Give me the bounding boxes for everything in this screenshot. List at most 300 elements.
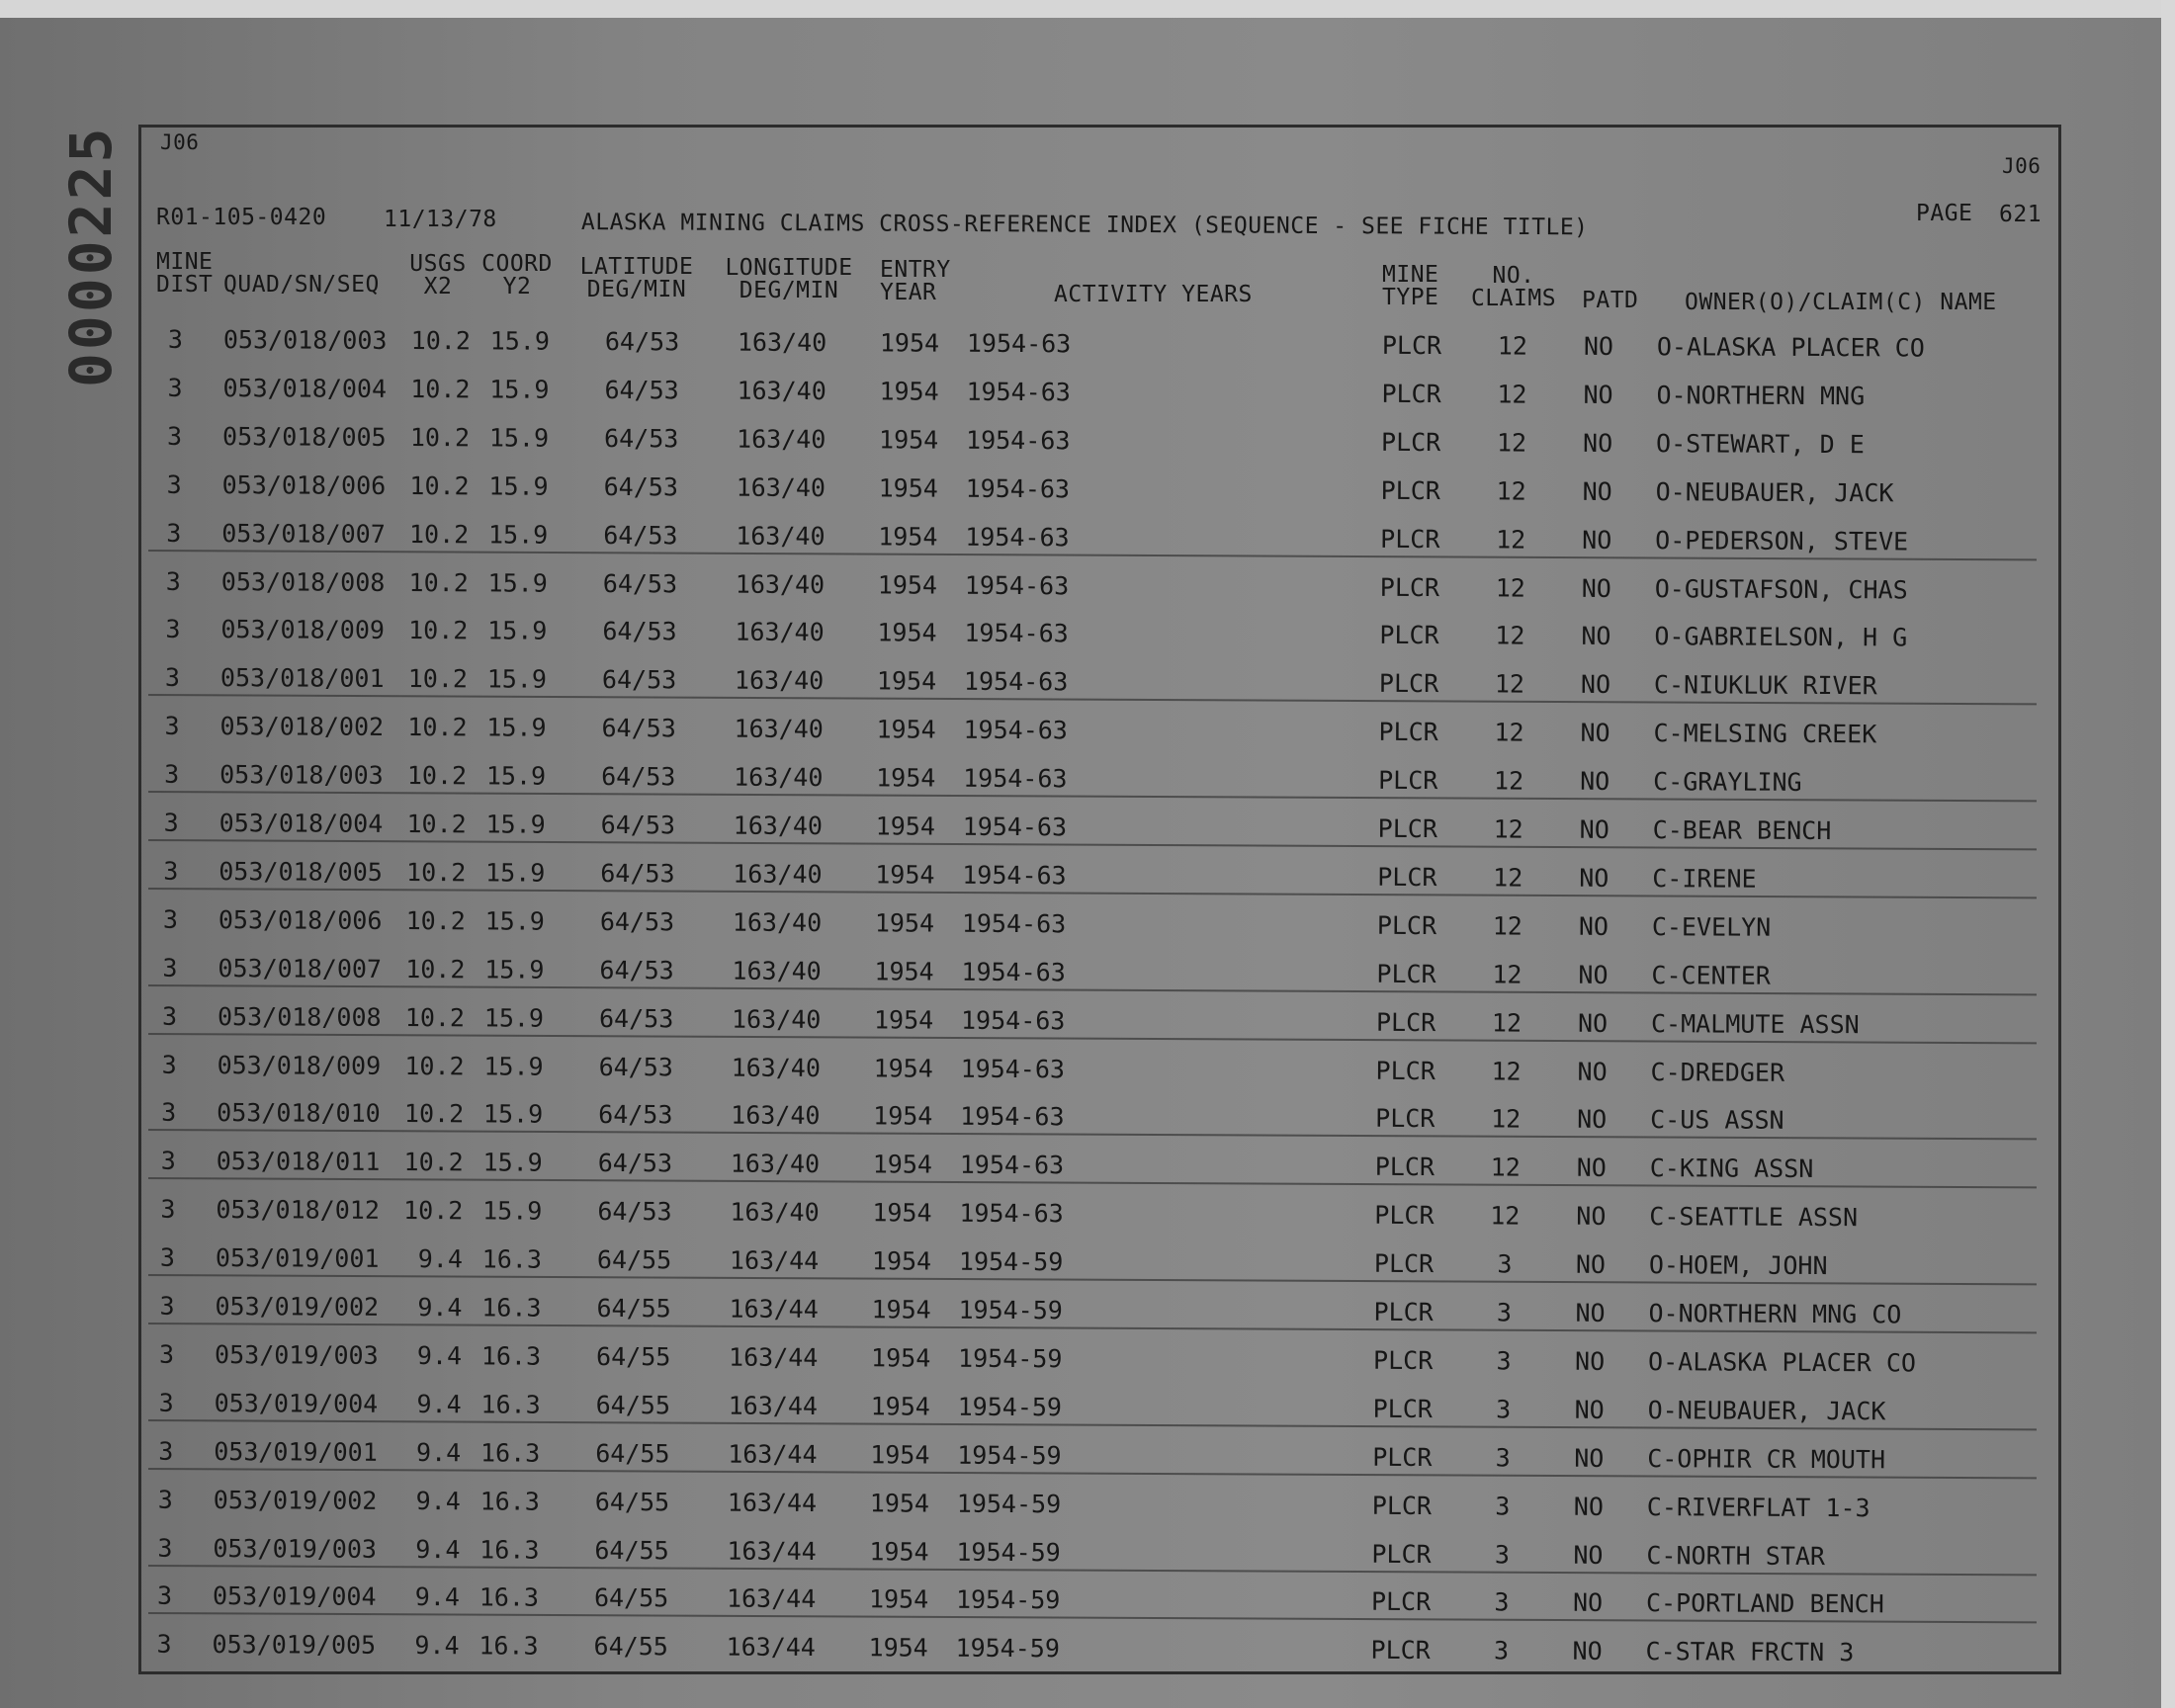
cell-claims: 3 bbox=[1496, 1346, 1512, 1376]
cell-claims: 12 bbox=[1496, 524, 1526, 555]
cell-patd: NO bbox=[1582, 476, 1612, 506]
cell-y2: 16.3 bbox=[478, 1582, 540, 1613]
cell-dist: 3 bbox=[159, 1291, 175, 1321]
cell-activity: 1954-59 bbox=[958, 1343, 1063, 1374]
cell-lon: 163/40 bbox=[730, 1197, 820, 1228]
cell-claims: 12 bbox=[1496, 428, 1527, 458]
cell-y2: 16.3 bbox=[481, 1244, 543, 1274]
cell-y2: 16.3 bbox=[480, 1390, 541, 1419]
page-number: 621 bbox=[1999, 202, 2043, 227]
cell-activity: 1954-59 bbox=[958, 1295, 1063, 1325]
table-row bbox=[0, 1097, 2175, 1148]
table-row bbox=[0, 1146, 2175, 1196]
cell-dist: 3 bbox=[158, 1436, 174, 1466]
cell-x2: 9.4 bbox=[416, 1389, 462, 1419]
cell-x2: 9.4 bbox=[414, 1582, 461, 1612]
cell-quad: 053/018/008 bbox=[217, 1001, 382, 1032]
cell-activity: 1954-59 bbox=[955, 1634, 1061, 1664]
cell-type: PLCR bbox=[1379, 572, 1440, 602]
cell-lat: 64/55 bbox=[596, 1341, 671, 1372]
cell-lon: 163/40 bbox=[733, 811, 824, 841]
cell-patd: NO bbox=[1579, 814, 1610, 844]
cell-dist: 3 bbox=[164, 759, 180, 789]
cell-claims: 12 bbox=[1491, 1056, 1522, 1086]
cell-patd: NO bbox=[1581, 573, 1611, 603]
cell-x2: 10.2 bbox=[408, 567, 469, 597]
cell-type: PLCR bbox=[1375, 1104, 1436, 1134]
cell-claims: 3 bbox=[1496, 1395, 1512, 1424]
cell-dist: 3 bbox=[157, 1533, 173, 1563]
cell-name: O-STEWART, D E bbox=[1655, 428, 1865, 460]
cell-y2: 15.9 bbox=[486, 664, 548, 694]
cell-patd: NO bbox=[1573, 1540, 1604, 1570]
cell-lat: 64/53 bbox=[601, 762, 676, 792]
cell-type: PLCR bbox=[1370, 1587, 1432, 1617]
cell-name: C-DREDGER bbox=[1650, 1057, 1785, 1087]
cell-quad: 053/019/005 bbox=[212, 1630, 377, 1661]
cell-claims: 3 bbox=[1497, 1249, 1513, 1279]
cell-claims: 12 bbox=[1491, 1104, 1522, 1134]
cell-claims: 3 bbox=[1493, 1636, 1510, 1665]
cell-activity: 1954-59 bbox=[956, 1489, 1062, 1518]
cell-dist: 3 bbox=[167, 373, 183, 402]
cell-name: O-NORTHERN MNG bbox=[1656, 381, 1866, 411]
cell-claims: 3 bbox=[1494, 1539, 1511, 1569]
cell-lat: 64/53 bbox=[602, 617, 677, 646]
cell-lon: 163/40 bbox=[734, 714, 824, 744]
cell-patd: NO bbox=[1574, 1443, 1605, 1473]
cell-entry: 1954 bbox=[875, 811, 936, 841]
cell-entry: 1954 bbox=[868, 1633, 928, 1663]
cell-patd: NO bbox=[1575, 1346, 1606, 1376]
col-header-mine-type: MINE TYPE bbox=[1382, 262, 1439, 310]
cell-activity: 1954-63 bbox=[962, 811, 1068, 842]
cell-lat: 64/55 bbox=[596, 1245, 672, 1275]
cell-lon: 163/40 bbox=[731, 1004, 822, 1034]
cell-name: C-MELSING CREEK bbox=[1653, 719, 1877, 749]
cell-name: C-STAR FRCTN 3 bbox=[1645, 1637, 1855, 1667]
cell-activity: 1954-63 bbox=[960, 1102, 1065, 1132]
cell-lon: 163/40 bbox=[737, 424, 826, 454]
cell-y2: 15.9 bbox=[489, 326, 550, 356]
cell-lon: 163/40 bbox=[736, 472, 826, 502]
cell-activity: 1954-63 bbox=[961, 908, 1067, 939]
cell-activity: 1954-59 bbox=[958, 1246, 1064, 1277]
col-header-no-claims: NO. CLAIMS bbox=[1470, 263, 1557, 311]
cell-claims: 12 bbox=[1497, 380, 1527, 409]
cell-dist: 3 bbox=[156, 1630, 172, 1660]
cell-dist: 3 bbox=[156, 1581, 173, 1611]
cell-lat: 64/53 bbox=[602, 568, 678, 598]
cell-lon: 163/44 bbox=[729, 1245, 820, 1276]
cell-lon: 163/40 bbox=[735, 618, 825, 647]
cell-lon: 163/40 bbox=[736, 521, 826, 551]
cell-lon: 163/40 bbox=[737, 376, 826, 405]
cell-quad: 053/018/011 bbox=[216, 1147, 381, 1177]
cell-quad: 053/018/004 bbox=[222, 373, 388, 403]
cell-entry: 1954 bbox=[879, 425, 939, 455]
cell-y2: 15.9 bbox=[485, 761, 547, 791]
cell-lat: 64/53 bbox=[599, 906, 675, 937]
cell-claims: 12 bbox=[1492, 911, 1522, 941]
cell-type: PLCR bbox=[1374, 1200, 1435, 1231]
cell-claims: 12 bbox=[1493, 766, 1524, 796]
table-row bbox=[0, 1339, 2175, 1390]
table-row bbox=[0, 1194, 2175, 1244]
cell-quad: 053/018/004 bbox=[218, 809, 384, 838]
cell-patd: NO bbox=[1577, 1057, 1608, 1086]
cell-claims: 3 bbox=[1495, 1491, 1511, 1521]
cell-name: C-CENTER bbox=[1651, 960, 1771, 990]
cell-x2: 10.2 bbox=[405, 905, 466, 936]
cell-activity: 1954-63 bbox=[966, 377, 1071, 407]
table-row bbox=[0, 1242, 2175, 1293]
cell-quad: 053/018/008 bbox=[220, 566, 386, 597]
cell-y2: 15.9 bbox=[482, 1148, 543, 1177]
cell-entry: 1954 bbox=[879, 377, 939, 406]
cell-type: PLCR bbox=[1374, 1153, 1436, 1182]
table-row bbox=[0, 324, 2175, 375]
cell-claims: 12 bbox=[1493, 814, 1523, 844]
cell-type: PLCR bbox=[1375, 1056, 1436, 1085]
cell-dist: 3 bbox=[162, 904, 179, 934]
cell-quad: 053/019/002 bbox=[215, 1292, 380, 1322]
cell-claims: 12 bbox=[1490, 1153, 1521, 1182]
cell-type: PLCR bbox=[1376, 910, 1437, 940]
cell-type: PLCR bbox=[1380, 427, 1441, 457]
cell-type: PLCR bbox=[1381, 330, 1442, 361]
cell-entry: 1954 bbox=[877, 618, 937, 648]
cell-dist: 3 bbox=[164, 663, 181, 693]
cell-dist: 3 bbox=[160, 1147, 176, 1176]
cell-y2: 16.3 bbox=[479, 1486, 540, 1516]
cell-activity: 1954-63 bbox=[965, 522, 1070, 552]
cell-patd: NO bbox=[1572, 1637, 1603, 1666]
cell-lat: 64/55 bbox=[596, 1293, 671, 1324]
cell-entry: 1954 bbox=[878, 521, 938, 552]
cell-lon: 163/40 bbox=[731, 1053, 821, 1082]
cell-lat: 64/55 bbox=[595, 1438, 670, 1468]
cell-name: O-HOEM, JOHN bbox=[1648, 1250, 1828, 1281]
cell-lat: 64/53 bbox=[600, 858, 675, 889]
cell-patd: NO bbox=[1572, 1588, 1604, 1618]
table-row bbox=[0, 373, 2175, 423]
cell-dist: 3 bbox=[165, 566, 181, 596]
cell-name: C-NORTH STAR bbox=[1646, 1540, 1826, 1571]
cell-activity: 1954-63 bbox=[963, 763, 1068, 794]
cell-dist: 3 bbox=[163, 808, 179, 837]
cell-claims: 12 bbox=[1493, 863, 1523, 893]
cell-entry: 1954 bbox=[871, 1246, 932, 1276]
cell-lon: 163/44 bbox=[729, 1294, 819, 1324]
cell-lat: 64/55 bbox=[594, 1535, 669, 1565]
cell-dist: 3 bbox=[167, 324, 184, 354]
cell-dist: 3 bbox=[157, 1485, 173, 1514]
cell-entry: 1954 bbox=[873, 1101, 933, 1132]
cell-quad: 053/018/002 bbox=[219, 712, 385, 742]
cell-x2: 10.2 bbox=[408, 519, 470, 549]
cell-x2: 10.2 bbox=[403, 1148, 464, 1177]
cell-quad: 053/018/007 bbox=[218, 953, 383, 983]
cell-x2: 9.4 bbox=[416, 1437, 462, 1467]
cell-dist: 3 bbox=[165, 615, 181, 644]
cell-patd: NO bbox=[1583, 331, 1614, 361]
cell-type: PLCR bbox=[1380, 475, 1440, 505]
cell-x2: 9.4 bbox=[416, 1340, 463, 1371]
cell-x2: 9.4 bbox=[415, 1486, 461, 1515]
cell-patd: NO bbox=[1576, 1201, 1607, 1232]
cell-activity: 1954-63 bbox=[960, 1005, 1066, 1035]
cell-name: O-NEUBAUER, JACK bbox=[1647, 1395, 1886, 1426]
cell-type: PLCR bbox=[1372, 1442, 1433, 1472]
col-header-patented: PATD bbox=[1582, 288, 1639, 313]
table-row bbox=[0, 421, 2175, 471]
table-row bbox=[0, 518, 2175, 568]
cell-type: PLCR bbox=[1378, 718, 1438, 747]
cell-patd: NO bbox=[1575, 1249, 1607, 1280]
table-row bbox=[0, 1629, 2175, 1679]
cell-x2: 9.4 bbox=[414, 1631, 460, 1661]
cell-claims: 12 bbox=[1494, 718, 1524, 747]
cell-lon: 163/40 bbox=[734, 665, 825, 696]
table-row bbox=[0, 1485, 2175, 1535]
cell-entry: 1954 bbox=[869, 1488, 930, 1518]
cell-claims: 12 bbox=[1495, 572, 1525, 603]
cell-entry: 1954 bbox=[871, 1343, 931, 1373]
cell-name: C-GRAYLING bbox=[1653, 767, 1802, 798]
cell-activity: 1954-63 bbox=[963, 667, 1069, 697]
cell-x2: 10.2 bbox=[403, 1099, 465, 1129]
cell-y2: 15.9 bbox=[484, 906, 545, 936]
cell-y2: 15.9 bbox=[482, 1196, 543, 1226]
cell-patd: NO bbox=[1573, 1492, 1604, 1521]
cell-name: C-OPHIR CR MOUTH bbox=[1647, 1443, 1886, 1475]
table-row bbox=[0, 953, 2175, 1003]
cell-type: PLCR bbox=[1375, 1007, 1436, 1037]
cell-quad: 053/018/005 bbox=[222, 421, 387, 452]
cell-y2: 16.3 bbox=[480, 1341, 542, 1371]
cell-y2: 15.9 bbox=[487, 520, 549, 550]
col-header-mine-dist: MINE DIST bbox=[156, 249, 214, 298]
cell-quad: 053/019/002 bbox=[213, 1485, 378, 1515]
cell-activity: 1954-59 bbox=[956, 1537, 1061, 1567]
cell-lon: 163/40 bbox=[731, 1101, 821, 1131]
cell-lon: 163/44 bbox=[728, 1391, 819, 1420]
cell-quad: 053/018/012 bbox=[216, 1195, 381, 1226]
cell-dist: 3 bbox=[159, 1242, 176, 1272]
cell-entry: 1954 bbox=[870, 1392, 930, 1421]
cell-patd: NO bbox=[1583, 380, 1613, 409]
cell-x2: 10.2 bbox=[409, 470, 470, 501]
cell-x2: 10.2 bbox=[410, 374, 471, 404]
cell-claims: 12 bbox=[1495, 621, 1525, 650]
cell-dist: 3 bbox=[161, 1098, 177, 1128]
cell-patd: NO bbox=[1577, 1105, 1608, 1135]
cell-entry: 1954 bbox=[873, 1053, 933, 1083]
cell-lat: 64/53 bbox=[597, 1149, 673, 1178]
cell-patd: NO bbox=[1575, 1298, 1606, 1327]
cell-lon: 163/40 bbox=[733, 859, 823, 889]
cell-lat: 64/53 bbox=[597, 1197, 672, 1227]
cell-quad: 053/019/001 bbox=[214, 1436, 378, 1467]
cell-activity: 1954-63 bbox=[965, 473, 1071, 503]
cell-name: C-MALMUTE ASSN bbox=[1650, 1008, 1860, 1039]
cell-patd: NO bbox=[1578, 960, 1609, 989]
cell-type: PLCR bbox=[1373, 1345, 1434, 1375]
cell-name: C-EVELYN bbox=[1651, 911, 1772, 942]
cell-lon: 163/44 bbox=[727, 1536, 817, 1566]
cell-claims: 3 bbox=[1495, 1443, 1511, 1473]
cell-quad: 053/018/006 bbox=[221, 470, 387, 500]
cell-lon: 163/40 bbox=[734, 762, 824, 793]
table-row bbox=[0, 614, 2175, 664]
cell-y2: 15.9 bbox=[487, 567, 548, 598]
cell-lat: 64/53 bbox=[598, 1100, 673, 1130]
cell-lat: 64/53 bbox=[598, 1003, 674, 1033]
cell-quad: 053/019/003 bbox=[213, 1533, 378, 1564]
cell-activity: 1954-63 bbox=[966, 425, 1071, 456]
cell-dist: 3 bbox=[161, 1001, 178, 1031]
cell-lat: 64/53 bbox=[604, 375, 679, 405]
cell-quad: 053/018/001 bbox=[219, 663, 385, 694]
cell-lon: 163/40 bbox=[732, 907, 823, 937]
cell-claims: 12 bbox=[1491, 1007, 1522, 1038]
cell-claims: 3 bbox=[1496, 1298, 1513, 1327]
cell-x2: 10.2 bbox=[404, 1051, 465, 1080]
cell-activity: 1954-63 bbox=[964, 570, 1070, 600]
col-header-latitude: LATITUDE DEG/MIN bbox=[579, 254, 694, 302]
cell-quad: 053/018/007 bbox=[221, 518, 386, 549]
cell-name: C-BEAR BENCH bbox=[1652, 815, 1832, 846]
cell-lon: 163/40 bbox=[732, 956, 822, 985]
cell-x2: 9.4 bbox=[417, 1293, 463, 1323]
cell-type: PLCR bbox=[1378, 765, 1438, 796]
cell-lat: 64/53 bbox=[604, 326, 680, 357]
cell-lat: 64/53 bbox=[600, 810, 676, 840]
table-row bbox=[0, 1388, 2175, 1438]
cell-name: O-NEUBAUER, JACK bbox=[1655, 476, 1894, 508]
cell-lat: 64/55 bbox=[593, 1583, 669, 1613]
cell-name: O-NORTHERN MNG CO bbox=[1648, 1299, 1902, 1329]
cell-y2: 15.9 bbox=[482, 1099, 544, 1130]
cell-y2: 15.9 bbox=[484, 955, 545, 984]
cell-lat: 64/55 bbox=[593, 1632, 668, 1662]
cell-lon: 163/40 bbox=[737, 327, 827, 358]
cell-name: C-IRENE bbox=[1652, 864, 1757, 894]
cell-claims: 12 bbox=[1490, 1201, 1521, 1231]
cell-name: C-SEATTLE ASSN bbox=[1649, 1202, 1859, 1233]
table-row bbox=[0, 1291, 2175, 1341]
cell-lat: 64/55 bbox=[594, 1487, 670, 1516]
cell-dist: 3 bbox=[158, 1388, 174, 1417]
corner-code-right: J06 bbox=[2002, 154, 2042, 178]
cell-x2: 10.2 bbox=[404, 1002, 466, 1032]
cell-entry: 1954 bbox=[876, 715, 936, 744]
cell-patd: NO bbox=[1580, 766, 1610, 797]
cell-x2: 10.2 bbox=[407, 664, 469, 694]
cell-patd: NO bbox=[1574, 1395, 1605, 1424]
cell-activity: 1954-63 bbox=[962, 860, 1067, 891]
cell-dist: 3 bbox=[164, 712, 180, 741]
cell-patd: NO bbox=[1581, 622, 1611, 651]
cell-lat: 64/53 bbox=[603, 520, 678, 550]
cell-y2: 15.9 bbox=[483, 1051, 544, 1081]
col-header-entry-year: ENTRY YEAR bbox=[880, 257, 951, 305]
cell-name: O-ALASKA PLACER CO bbox=[1656, 332, 1925, 363]
cell-name: O-GABRIELSON, H G bbox=[1654, 622, 1908, 652]
cell-entry: 1954 bbox=[869, 1536, 929, 1567]
cell-type: PLCR bbox=[1373, 1248, 1435, 1279]
cell-y2: 16.3 bbox=[479, 1534, 540, 1565]
cell-type: PLCR bbox=[1370, 1636, 1431, 1665]
cell-entry: 1954 bbox=[875, 860, 935, 890]
cell-activity: 1954-63 bbox=[966, 328, 1072, 359]
cell-type: PLCR bbox=[1381, 379, 1441, 409]
cell-activity: 1954-59 bbox=[957, 1392, 1063, 1422]
cell-lat: 64/53 bbox=[601, 714, 676, 743]
cell-type: PLCR bbox=[1378, 669, 1439, 699]
cell-entry: 1954 bbox=[868, 1584, 929, 1614]
cell-x2: 9.4 bbox=[415, 1534, 461, 1564]
cell-type: PLCR bbox=[1371, 1539, 1432, 1569]
cell-dist: 3 bbox=[166, 518, 182, 548]
cell-x2: 10.2 bbox=[406, 761, 468, 791]
cell-claims: 12 bbox=[1494, 669, 1525, 699]
cell-quad: 053/019/004 bbox=[214, 1388, 379, 1418]
page-label: PAGE bbox=[1916, 201, 1973, 226]
cell-lon: 163/44 bbox=[728, 1439, 818, 1469]
cell-type: PLCR bbox=[1371, 1491, 1433, 1520]
cell-patd: NO bbox=[1582, 428, 1613, 458]
cell-x2: 10.2 bbox=[406, 810, 467, 839]
cell-x2: 10.2 bbox=[408, 616, 469, 645]
cell-entry: 1954 bbox=[872, 1150, 933, 1179]
table-row bbox=[0, 808, 2175, 858]
report-date: 11/13/78 bbox=[384, 207, 497, 232]
table-row bbox=[0, 1436, 2175, 1487]
cell-quad: 053/018/005 bbox=[218, 856, 383, 887]
fiche-number: 0000225 bbox=[57, 125, 125, 387]
cell-name: O-GUSTAFSON, CHAS bbox=[1654, 573, 1908, 604]
cell-name: O-PEDERSON, STEVE bbox=[1655, 525, 1909, 556]
cell-x2: 9.4 bbox=[417, 1244, 464, 1274]
cell-lat: 64/53 bbox=[603, 471, 678, 502]
cell-entry: 1954 bbox=[876, 666, 937, 696]
cell-dist: 3 bbox=[159, 1339, 175, 1369]
cell-entry: 1954 bbox=[874, 908, 935, 938]
cell-quad: 053/018/009 bbox=[220, 615, 386, 645]
table-row bbox=[0, 711, 2175, 761]
cell-dist: 3 bbox=[160, 1194, 176, 1225]
col-header-quad: QUAD/SN/SEQ bbox=[223, 272, 380, 298]
cell-name: C-RIVERFLAT 1-3 bbox=[1646, 1492, 1870, 1522]
cell-x2: 10.2 bbox=[409, 422, 471, 453]
table-row bbox=[0, 470, 2175, 520]
cell-x2: 10.2 bbox=[405, 954, 466, 983]
cell-entry: 1954 bbox=[872, 1198, 932, 1228]
cell-activity: 1954-63 bbox=[960, 1054, 1066, 1083]
report-id: R01-105-0420 bbox=[156, 205, 327, 230]
report-title: ALASKA MINING CLAIMS CROSS-REFERENCE INDEX (SEQUENCE - SEE FICHE TITLE) bbox=[580, 210, 1589, 241]
cell-quad: 053/018/006 bbox=[218, 904, 383, 935]
col-header-longitude: LONGITUDE DEG/MIN bbox=[725, 255, 853, 303]
cell-lat: 64/53 bbox=[598, 1052, 673, 1081]
cell-y2: 15.9 bbox=[483, 1002, 545, 1033]
table-row bbox=[0, 1050, 2175, 1100]
cell-lat: 64/53 bbox=[604, 423, 679, 454]
cell-name: O-ALASKA PLACER CO bbox=[1648, 1347, 1917, 1378]
cell-entry: 1954 bbox=[876, 763, 936, 793]
